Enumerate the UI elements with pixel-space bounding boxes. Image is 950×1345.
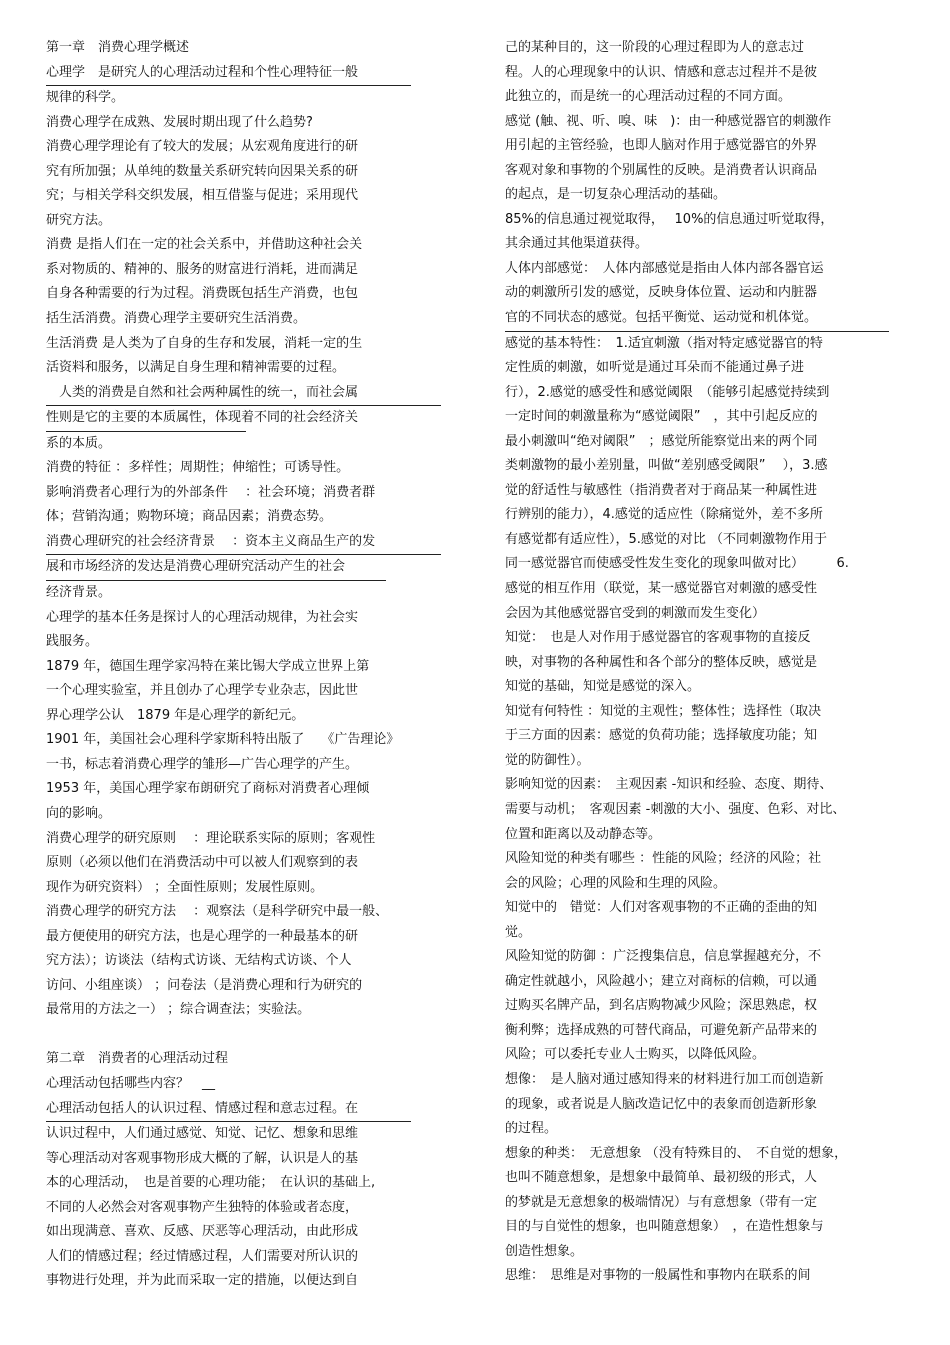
text-line: 访问、小组座谈） ；问卷法（是消费心理和行为研究的 [46,977,363,993]
text-line: 会的风险；心理的风险和生理的风险。 [505,875,727,891]
text-line: 感觉的基本特性： 1.适宜刺激（指对特定感觉器官的特 [505,335,823,351]
text-line: 最常用的方法之一） ；综合调查法；实验法。 [46,1002,311,1018]
text-line: 觉。 [505,924,532,940]
text-line: 消费心理学理论有了较大的发展；从宏观角度进行的研 [46,139,359,155]
text-line: 消费 是指人们在一定的社会关系中，并借助这种社会关 [46,237,363,253]
text-line: 衡利弊；选择成熟的可替代商品，可避免新产品带来的 [505,1022,818,1038]
blank-line [46,1023,441,1048]
text-line: 现作为研究资料） ；全面性原则；发展性原则。 [46,879,324,895]
chapter2-title: 第二章 消费者的心理活动过程 [46,1051,229,1067]
text-line: 心理活动包括人的认识过程、情感过程和意志过程。在 [46,1097,411,1123]
text-line: 知觉中的 错觉：人们对客观事物的不正确的歪曲的知 [505,900,818,916]
text-line: 同一感觉器官而使感受性发生变化的现象叫做对比） 6. [505,556,849,572]
text-line: 需要与动机； 客观因素 -刺激的大小、强度、色彩、对比、 [505,801,846,817]
text-line: 的过程。 [505,1121,558,1137]
text-line: 如出现满意、喜欢、反感、厌恶等心理活动，由此形成 [46,1224,359,1240]
text-line: 一个心理实验室，并且创办了心理学专业杂志，因此世 [46,683,359,699]
text-line: 行），2.感觉的感受性和感觉阈限 （能够引起感觉持续到 [505,384,830,400]
text-line: 于三方面的因素：感觉的负荷功能；选择敏度功能；知 [505,728,818,744]
text-line: 经济背景。 [46,585,112,601]
text-line: 官的不同状态的感觉。包括平衡觉、运动觉和机体觉。 [505,306,889,332]
text-line: 客观对象和事物的个别属性的反映。是消费者认识商品 [505,162,818,178]
text-line: 有感觉都有适应性），5.感觉的对比 （不同刺激物作用于 [505,531,828,547]
text-line: 究有所加强；从单纯的数量关系研究转向因果关系的研 [46,163,359,179]
text-line: 想像： 是人脑对通过感知得来的材料进行加工而创造新 [505,1071,824,1087]
text-line: 展和市场经济的发达是消费心理研究活动产生的社会 [46,555,386,581]
text-line: 向的影响。 [46,805,112,821]
text-line: 1953 年，美国心理学家布朗研究了商标对消费者心理倾 [46,781,370,797]
text-line: 心理学的基本任务是探讨人的心理活动规律，为社会实 [46,609,359,625]
text-line: 用引起的主管经验，也即人脑对作用于感觉器官的外界 [505,138,818,154]
text-line: 消费心理学的研究方法 ：观察法（是科学研究中最一般、 [46,904,389,920]
text-line: 原则（必须以他们在消费活动中可以被人们观察到的表 [46,855,359,871]
text-line: 映，对事物的各种属性和各个部分的整体反映，感觉是 [505,654,818,670]
text-line: 也叫不随意想象，是想象中最简单、最初级的形式，人 [505,1170,818,1186]
text-line: 确定性就越小，风险越小；建立对商标的信赖，可以通 [505,973,818,989]
text-line: 消费心理学在成熟、发展时期出现了什么趋势? [46,114,313,130]
text-line: 消费心理学的研究原则 ：理论联系实际的原则；客观性 [46,830,376,846]
text-line: 目的与自觉性的想象，也叫随意想象） ，在造性想象与 [505,1219,824,1235]
text-line: 类刺激物的最小差别量，叫做“差别感受阈限” ），3.感 [505,458,828,474]
text-line: 等心理活动对客观事物形成大概的了解，认识是人的基 [46,1150,359,1166]
chapter1-title: 第一章 消费心理学概述 [46,40,190,55]
text-line: 人们的情感过程；经过情感过程，人们需要对所认识的 [46,1248,359,1264]
text-line: 系对物质的、精神的、服务的财富进行消耗，进而满足 [46,261,359,277]
text-line: 研究方法。 [46,212,112,228]
text-line: 不同的人必然会对客观事物产生独特的体验或者态度， [46,1199,359,1215]
text-line: 生活消费 是人类为了自身的生存和发展，消耗一定的生 [46,335,363,351]
text-line: 自身各种需要的行为过程。消费既包括生产消费，也包 [46,286,359,302]
text-line: 的现象，或者说是人脑改造记忆中的表象而创造新形象 [505,1096,818,1112]
right-column [505,36,910,1289]
text-line: 心理学 是研究人的心理活动过程和个性心理特征一般 [46,61,411,87]
text-line: 消费心理研究的社会经济背景 ：资本主义商品生产的发 [46,530,441,556]
text-line: 系的本质。 [46,435,112,451]
text-line: 程。人的心理现象中的认识、情感和意志过程并不是彼 [505,64,818,80]
text-line: 风险；可以委托专业人士购买，以降低风险。 [505,1047,766,1063]
text-line: 人类的消费是自然和社会两种属性的统一，而社会属 [46,381,441,407]
text-line: 规律的科学。 [46,90,125,106]
text-line: 创造性想象。 [505,1243,584,1259]
text-line: 影响知觉的因素： 主观因素 -知识和经验、态度、期待、 [505,777,833,793]
text-line: 活资料和服务，以满足自身生理和精神需要的过程。 [46,360,346,376]
text-line: 觉的防御性）。 [505,752,590,768]
text-line: 此独立的，而是统一的心理活动过程的不同方面。 [505,89,792,105]
text-line: 知觉的基础，知觉是感觉的深入。 [505,679,701,695]
text-line: 人体内部感觉： 人体内部感觉是指由人体内部各器官运 [505,260,824,276]
text-line: 的起点，是一切复杂心理活动的基础。 [505,187,727,203]
text-line: 最方便使用的研究方法，也是心理学的一种最基本的研 [46,928,359,944]
text-line: 本的心理活动， 也是首要的心理功能； 在认识的基础上, [46,1175,376,1191]
text-line: 过购买名牌产品，到名店购物减少风险；深思熟虑，权 [505,998,818,1014]
text-line: 一定时间的刺激量称为“感觉阈限” ，其中引起反应的 [505,409,818,425]
text-line: 知觉： 也是人对作用于感觉器官的客观事物的直接反 [505,630,811,646]
text-line: 己的某种目的，这一阶段的心理过程即为人的意志过 [505,40,805,55]
text-line: 感觉的相互作用（联觉，某一感觉器官对刺激的感受性 [505,581,818,597]
text-line: 一书，标志着消费心理学的雏形—广告心理学的产生。 [46,756,359,772]
text-line: 括生活消费。消费心理学主要研究生活消费。 [46,311,307,327]
text-line: 行辨别的能力），4.感觉的适应性（除痛觉外，差不多所 [505,507,823,523]
left-column [46,36,441,1294]
text-line: 最小刺激叫“绝对阈限” ；感觉所能察觉出来的两个同 [505,433,818,449]
text-line: 认识过程中，人们通过感觉、知觉、记忆、想象和思维 [46,1126,359,1142]
text-line: 其余通过其他渠道获得。 [505,236,649,252]
text-line: 的梦就是无意想象的极端情况）与有意想象（带有一定 [505,1194,818,1210]
text-line: 究；与相关学科交织发展，相互借鉴与促进；采用现代 [46,188,359,204]
text-line: 85%的信息通过视觉取得， 10%的信息通过听觉取得， [505,211,834,227]
text-line: 风险知觉的防御 ：广泛搜集信息，信息掌握越充分，不 [505,949,822,965]
text-line: 体；营销沟通；购物环境；商品因素；消费态势。 [46,509,333,525]
text-line: 会因为其他感觉器官受到的刺激而发生变化） [505,605,766,621]
text-line: 定性质的刺激，如听觉是通过耳朵而不能通过鼻子进 [505,360,805,376]
text-line: 思维： 思维是对事物的一般属性和事物内在联系的间 [505,1268,811,1284]
text-line: 践服务。 [46,634,99,650]
text-line: 动的刺激所引发的感觉，反映身体位置、运动和内脏器 [505,285,818,301]
text-line: 性则是它的主要的本质属性，体现着不同的社会经济关 [46,406,246,432]
text-line: 觉的舒适性与敏感性（指消费者对于商品某一种属性进 [505,482,818,498]
text-line: 知觉有何特性 ：知觉的主观性；整体性；选择性（取决 [505,703,822,719]
text-line: 1879 年，德国生理学家冯特在莱比锡大学成立世界上第 [46,658,370,674]
text-line: 感觉 (触、视、听、嗅、味 )：由一种感觉器官的刺激作 [505,113,832,129]
text-line: 想象的种类： 无意想象 （没有特殊目的、 不自觉的想象， [505,1145,848,1161]
text-line: 风险知觉的种类有哪些 ：性能的风险；经济的风险；社 [505,851,822,867]
text-line: 心理活动包括哪些内容？ __ [46,1075,216,1091]
text-line: 1901 年，美国社会心理科学家斯科特出版了 《广告理论》 [46,732,400,748]
text-line: 究方法）；访谈法（结构式访谈、无结构式访谈、个人 [46,953,352,969]
text-line: 消费的特征 ：多样性；周期性；伸缩性；可诱导性。 [46,460,350,476]
text-line: 界心理学公认 1879 年是心理学的新纪元。 [46,707,305,723]
text-line: 影响消费者心理行为的外部条件 ：社会环境；消费者群 [46,484,376,500]
text-line: 事物进行处理，并为此而采取一定的措施，以便达到自 [46,1273,359,1289]
text-line: 位置和距离以及动静态等。 [505,826,662,842]
